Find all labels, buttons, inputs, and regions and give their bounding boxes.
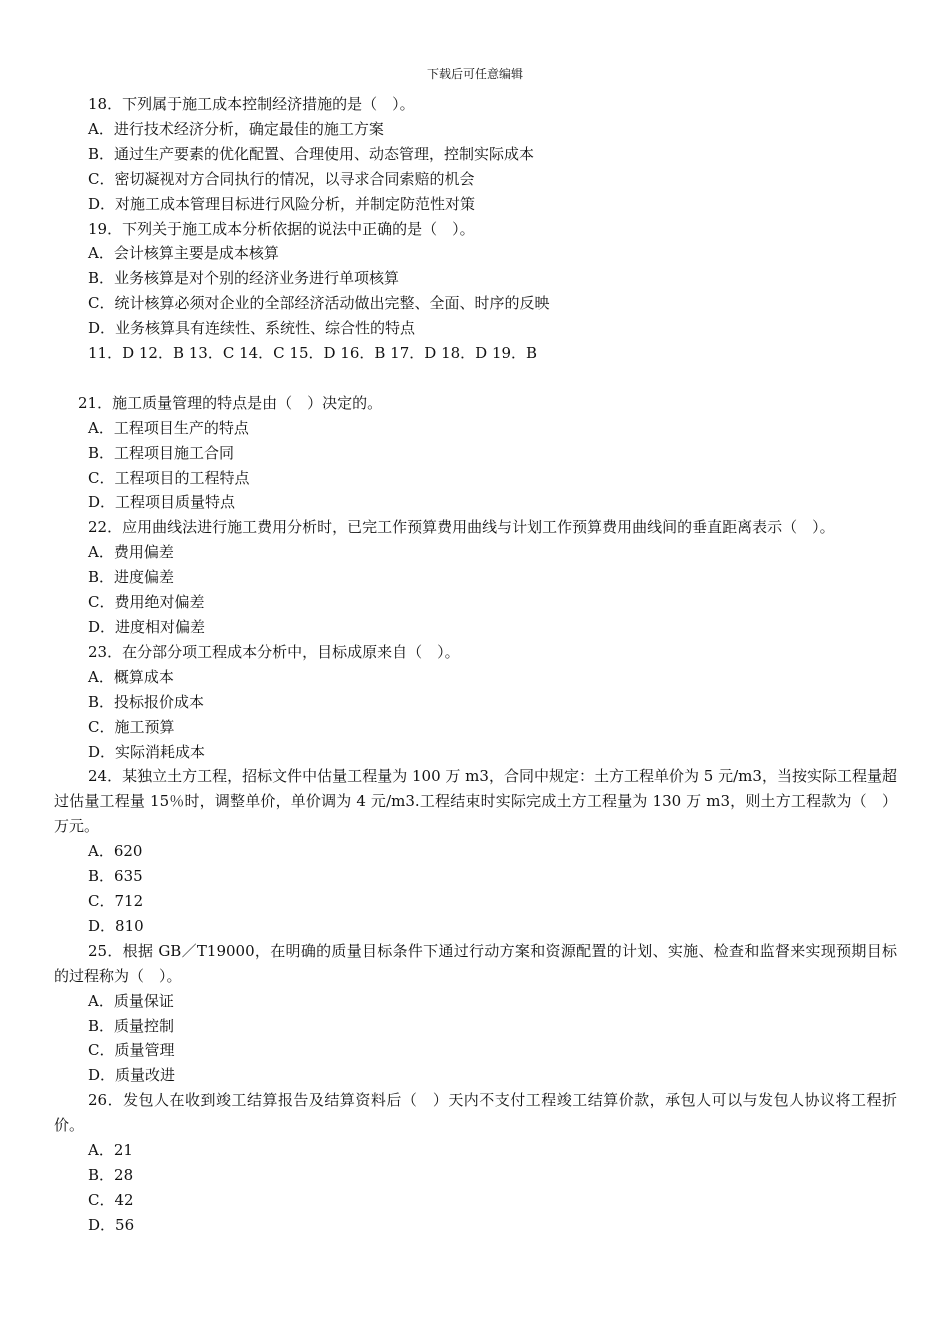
option-c: C．施工预算 xyxy=(88,717,175,736)
option-a: A．21 xyxy=(88,1141,133,1160)
question-21: 21．施工质量管理的特点是由（ ）决定的。 xyxy=(78,393,383,412)
option-d: D．810 xyxy=(88,916,144,935)
option-b: B．投标报价成本 xyxy=(88,692,205,711)
option-d: D．56 xyxy=(88,1215,135,1234)
answer-key: 11．D 12．B 13．C 14．C 15．D 16．B 17．D 18．D 19．B xyxy=(88,344,538,363)
option-d: D．工程项目质量特点 xyxy=(88,493,236,512)
option-a: A．会计核算主要是成本核算 xyxy=(88,244,279,263)
option-b: B．28 xyxy=(88,1165,134,1184)
option-c: C．密切凝视对方合同执行的情况，以寻求合同索赔的机会 xyxy=(88,169,475,188)
document-body xyxy=(54,92,897,1238)
option-d: D．质量改进 xyxy=(88,1066,176,1085)
option-d: D．业务核算具有连续性、系统性、综合性的特点 xyxy=(88,319,416,338)
page-header: 下载后可任意编辑 xyxy=(426,67,523,81)
question-22: 22．应用曲线法进行施工费用分析时，已完工作预算费用曲线与计划工作预算费用曲线间的垂直距离表示（ ）。 xyxy=(88,518,835,537)
option-a: A．进行技术经济分析，确定最佳的施工方案 xyxy=(88,119,384,138)
option-a: A．费用偏差 xyxy=(88,543,174,562)
option-a: A．620 xyxy=(88,842,143,861)
option-a: A．工程项目生产的特点 xyxy=(88,418,249,437)
question-19: 19．下列关于施工成本分析依据的说法中正确的是（ ）。 xyxy=(88,219,475,238)
option-b: B．635 xyxy=(88,867,143,886)
question-26: 26．发包人在收到竣工结算报告及结算资料后（ ）天内不支付工程竣工结算价款，承包人可以与发包人协议将工程折价。 xyxy=(54,1091,897,1135)
blank-line xyxy=(54,366,897,391)
option-c: C．费用绝对偏差 xyxy=(88,593,205,612)
option-b: B．进度偏差 xyxy=(88,568,175,587)
option-d: D．进度相对偏差 xyxy=(88,618,206,637)
question-25: 25．根据 GB／T19000，在明确的质量目标条件下通过行动方案和资源配置的计划、实施、检查和监督来实现预期目标的过程称为（ ）。 xyxy=(54,941,897,985)
option-b: B．工程项目施工合同 xyxy=(88,443,235,462)
option-b: B．业务核算是对个别的经济业务进行单项核算 xyxy=(88,269,400,288)
option-d: D．对施工成本管理目标进行风险分析，并制定防范性对策 xyxy=(88,194,476,213)
question-24: 24．某独立土方工程，招标文件中估量工程量为 100 万 m3，合同中规定：土方工程单价为 5 元/m3，当按实际工程量超过估量工程量 15％时，调整单价，单价调为 4 元/m3.工程结束时实际完成土方工程量为 130 万 m3，则土方工程款为（ ）万元。 xyxy=(54,767,897,836)
question-23: 23．在分部分项工程成本分析中，目标成原来自（ ）。 xyxy=(88,642,460,661)
option-b: B．质量控制 xyxy=(88,1016,175,1035)
option-c: C．统计核算必须对企业的全部经济活动做出完整、全面、时序的反映 xyxy=(88,294,550,313)
option-c: C．质量管理 xyxy=(88,1041,175,1060)
option-a: A．质量保证 xyxy=(88,991,174,1010)
option-d: D．实际消耗成本 xyxy=(88,742,206,761)
option-c: C．工程项目的工程特点 xyxy=(88,468,250,487)
option-b: B．通过生产要素的优化配置、合理使用、动态管理，控制实际成本 xyxy=(88,144,535,163)
option-c: C．712 xyxy=(88,891,144,910)
question-18: 18．下列属于施工成本控制经济措施的是（ ）。 xyxy=(88,95,415,113)
option-a: A．概算成本 xyxy=(88,667,174,686)
option-c: C．42 xyxy=(88,1190,134,1209)
